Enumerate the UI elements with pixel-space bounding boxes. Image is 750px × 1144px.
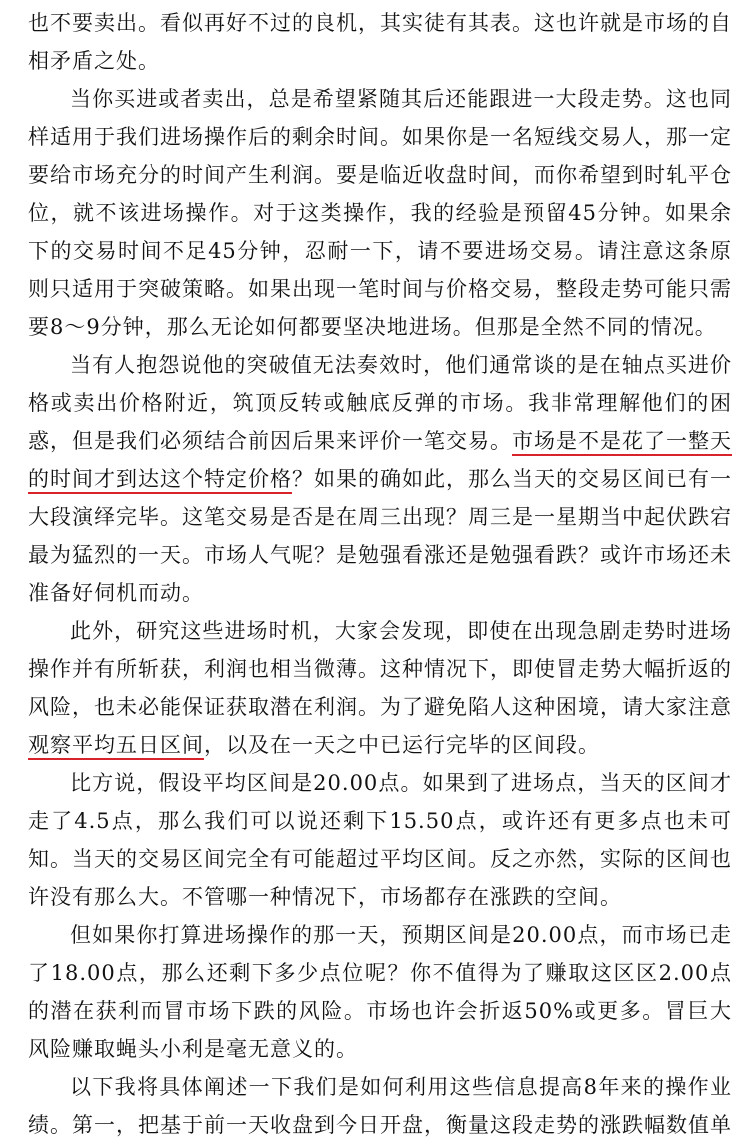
text-segment: 但如果你打算进场操作的那一天，预期区间是20.00点，而市场已走了18.00点，那么还剩下多少点位呢？你不值得为了赚取这区区2.00点的潜在获利而冒市场下跌的风险。市场也许会折返50%或更多。冒巨大风险赚取蝇头小利是毫无意义的。 <box>28 923 732 1061</box>
text-segment: 以下我将具体阐述一下我们是如何利用这些信息提高8年来的操作业绩。第一，把基于前一天收盘到今日开盘，衡量这段走势的涨跌幅数值单 <box>28 1075 732 1137</box>
text-segment: 也不要卖出。看似再好不过的良机，其实徒有其表。这也许就是市场的自相矛盾之处。 <box>28 11 732 73</box>
underlined-phrase: 观察平均五日区间 <box>28 733 204 757</box>
text-segment: ？如果的确如此，那么当天的交易区间已有一大段演绎完毕。这笔交易是否是在周三出现？周三是一星期当中起伏跌宕最为猛烈的一天。市场人气呢？是勉强看涨还是勉强看跌？或许市场还未准备好伺机而动。 <box>28 467 732 605</box>
underlined-phrase: 市场是不是花了一整天的时间才到达这个特定价格 <box>28 429 732 491</box>
text-segment: 当有人抱怨说他的突破值无法奏效时，他们通常谈的是在轴点买进价格或卖出价格附近，筑顶反转或触底反弹的市场。我非常理解他们的困惑，但是我们必须结合前因后果来评价一笔交易。 <box>28 353 732 453</box>
paragraph <box>28 764 732 916</box>
paragraph <box>28 4 732 80</box>
text-segment: 此外，研究这些进场时机，大家会发现，即使在出现急剧走势时进场操作并有所斩获，利润也相当微薄。这种情况下，即使冒走势大幅折返的风险，也未必能保证获取潜在利润。为了避免陷人这种困境，请大家注意 <box>28 619 732 719</box>
paragraph <box>28 612 732 764</box>
paragraph <box>28 346 732 612</box>
text-segment: 比方说，假设平均区间是20.00点。如果到了进场点，当天的区间才走了4.5点，那么我们可以说还剩下15.50点，或许还有更多点也未可知。当天的交易区间完全有可能超过平均区间。反之亦然，实际的区间也许没有那么大。不管哪一种情况下，市场都存在涨跌的空间。 <box>28 771 732 909</box>
text-segment: 当你买进或者卖出，总是希望紧随其后还能跟进一大段走势。这也同样适用于我们进场操作后的剩余时间。如果你是一名短线交易人，那一定要给市场充分的时间产生利润。要是临近收盘时间，而你希望到时轧平仓位，就不该进场操作。对于这类操作，我的经验是预留45分钟。如果余下的交易时间不足45分钟，忍耐一下，请不要进场交易。请注意这条原则只适用于突破策略。如果出现一笔时间与价格交易，整段走势可能只需要8～9分钟，那么无论如何都要坚决地进场。但那是全然不同的情况。 <box>28 87 732 339</box>
paragraph <box>28 916 732 1068</box>
paragraph <box>28 1068 732 1144</box>
text-segment: ，以及在一天之中已运行完毕的区间段。 <box>204 733 600 757</box>
paragraph <box>28 80 732 346</box>
